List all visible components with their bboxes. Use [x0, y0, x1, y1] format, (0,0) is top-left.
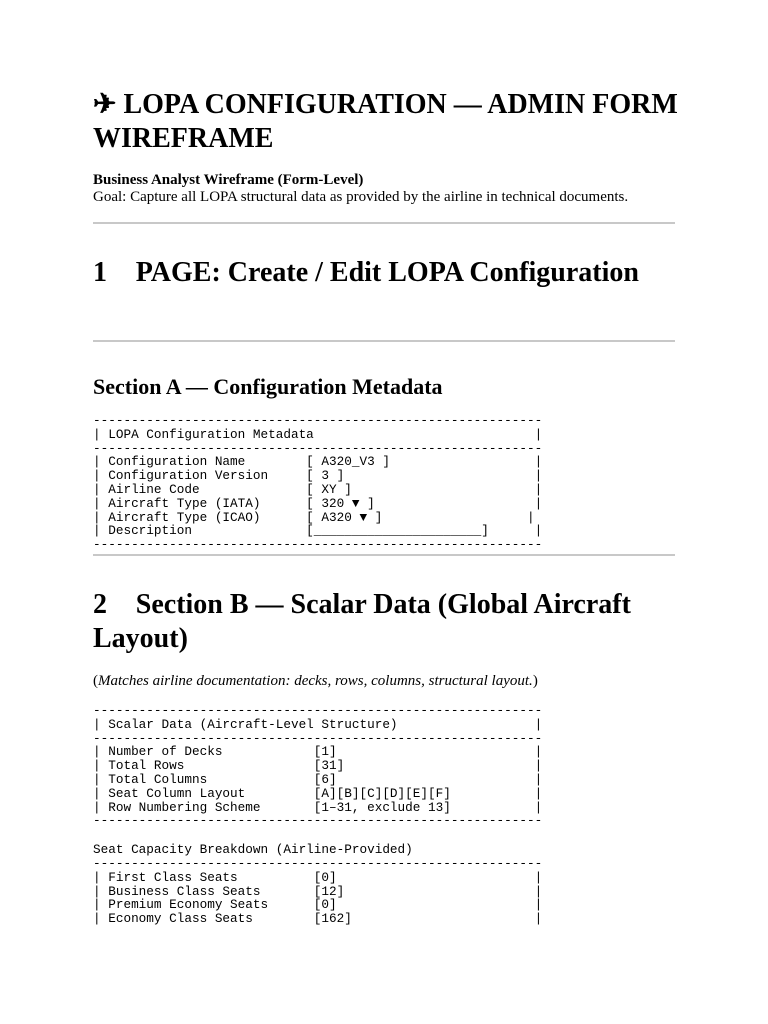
section-b-note: (Matches airline documentation: decks, rows, columns, structural layout.): [93, 673, 538, 689]
section-a-heading: Section A — Configuration Metadata: [93, 374, 443, 399]
document-title: ✈ LOPA CONFIGURATION — ADMIN FORM WIREFRAME: [93, 89, 678, 154]
document-subtitle: Business Analyst Wireframe (Form-Level): [93, 172, 364, 188]
seat-capacity-block: ----------------------------------------------------------- | First Class Seats [0] | | Business Class Seats [12] | | Premium Economy Seats [0] | | Economy Class Seats [162] |: [93, 856, 543, 927]
section-b-heading: 2⃣ Section B — Scalar Data (Global Aircraft Layout): [93, 589, 631, 654]
scalar-data-block: ----------------------------------------------------------- | Scalar Data (Aircraft-Level Structure) | ----------------------------------------------------------- | Number of Decks [1] | | Total Rows [31] | | Total Columns [6] | | Seat Column Layout [A][B][C][D][E][F] | | Row Numbering Scheme [1–31, exclude 13] | -----------------------------------------------------------: [93, 703, 543, 829]
section-b-note-text: Matches airline documentation: decks, rows, columns, structural layout.: [98, 673, 533, 689]
document-intro: [93, 172, 693, 206]
capacity-label: Seat Capacity Breakdown (Airline-Provided): [93, 842, 413, 857]
document-goal: Goal: Capture all LOPA structural data as provided by the airline in technical documents.: [93, 189, 629, 205]
page-heading: 1⃣ PAGE: Create / Edit LOPA Configuration: [93, 257, 639, 288]
divider: [93, 340, 675, 342]
divider: [93, 222, 675, 224]
metadata-form-block: ----------------------------------------------------------- | LOPA Configuration Metadata | ----------------------------------------------------------- | Configuration Name [ A320_V3 ] | | Configuration Version [ 3 ] | | Airline Code [ XY ] | | Aircraft Type (IATA) [ 320 ▼ ] | | Aircraft Type (ICAO) [ A320 ▼ ] | | Description [______________________] | -----------------------------------------------------------: [93, 413, 543, 553]
divider: [93, 554, 675, 556]
